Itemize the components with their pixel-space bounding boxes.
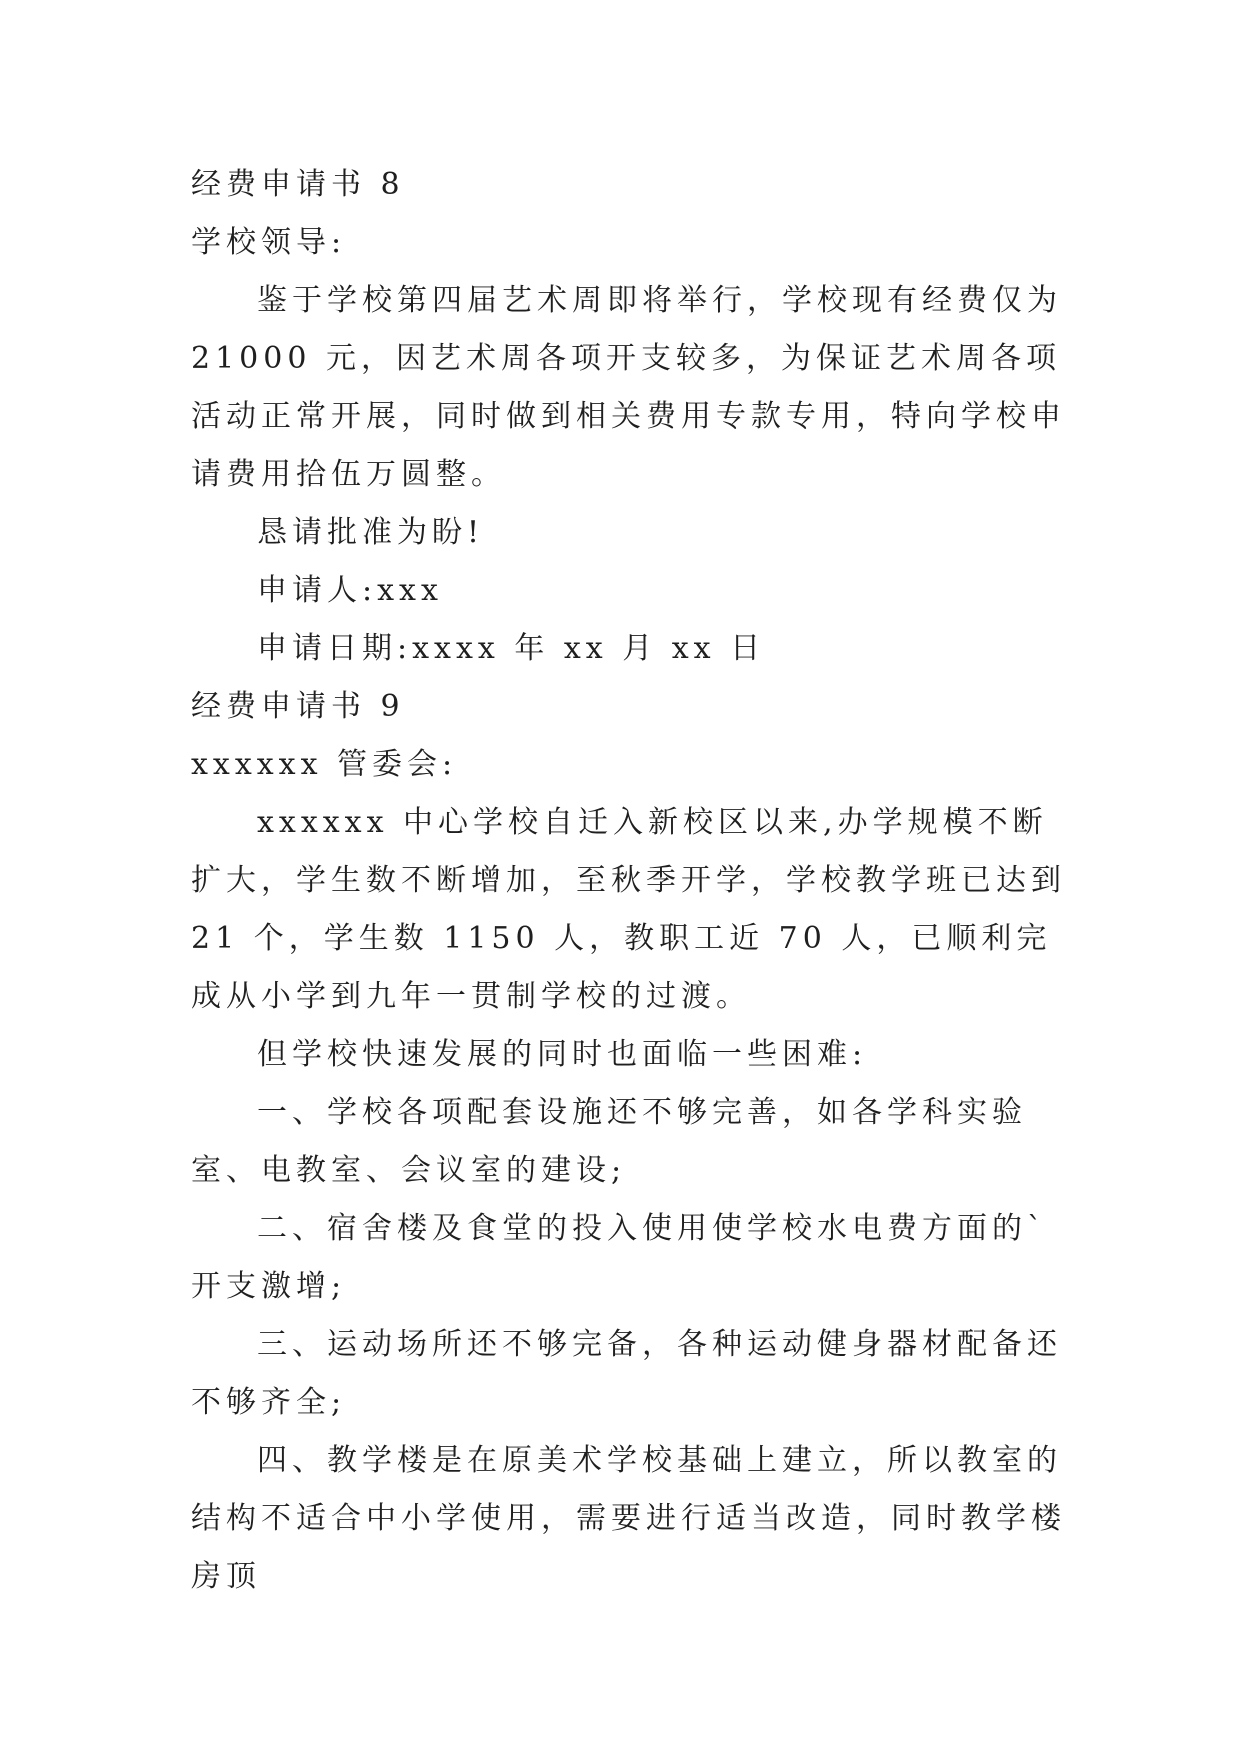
application-date-line: 申请日期:xxxx 年 xx 月 xx 日 <box>257 631 766 666</box>
difficulty-item-1: 一、学校各项配套设施还不够完善，如各学科实验室、电教室、会议室的建设; <box>191 1095 1027 1188</box>
salutation-management-committee: xxxxxx 管委会: <box>191 747 458 782</box>
paragraph-school-background: xxxxxx 中心学校自迁入新校区以来,办学规模不断扩大，学生数不断增加，至秋季开学，学校教学班已达到 21 个，学生数 1150 人，教职工近 70 人，已顺利完成从小学到九年一贯制学校的过渡。 <box>191 805 1066 1014</box>
difficulty-item-3: 三、运动场所还不够完备，各种运动健身器材配备还不够齐全; <box>191 1327 1062 1420</box>
heading-application-8: 经费申请书 8 <box>191 167 405 202</box>
paragraph-approval-request: 恳请批准为盼! <box>257 515 485 550</box>
difficulty-item-4: 四、教学楼是在原美术学校基础上建立，所以教室的结构不适合中小学使用，需要进行适当改造，同时教学楼房顶 <box>191 1443 1066 1594</box>
paragraph-art-week-request: 鉴于学校第四届艺术周即将举行，学校现有经费仅为 21000 元，因艺术周各项开支较多，为保证艺术周各项活动正常开展，同时做到相关费用专款专用，特向学校申请费用拾伍万圆整。 <box>191 283 1066 492</box>
applicant-line: 申请人:xxx <box>257 573 443 608</box>
heading-application-9: 经费申请书 9 <box>191 689 405 724</box>
salutation-school-leaders: 学校领导: <box>191 225 347 260</box>
paragraph-difficulties-intro: 但学校快速发展的同时也面临一些困难: <box>257 1037 868 1072</box>
difficulty-item-2: 二、宿舍楼及食堂的投入使用使学校水电费方面的`开支激增; <box>191 1211 1047 1304</box>
document-body <box>191 156 1071 1606</box>
